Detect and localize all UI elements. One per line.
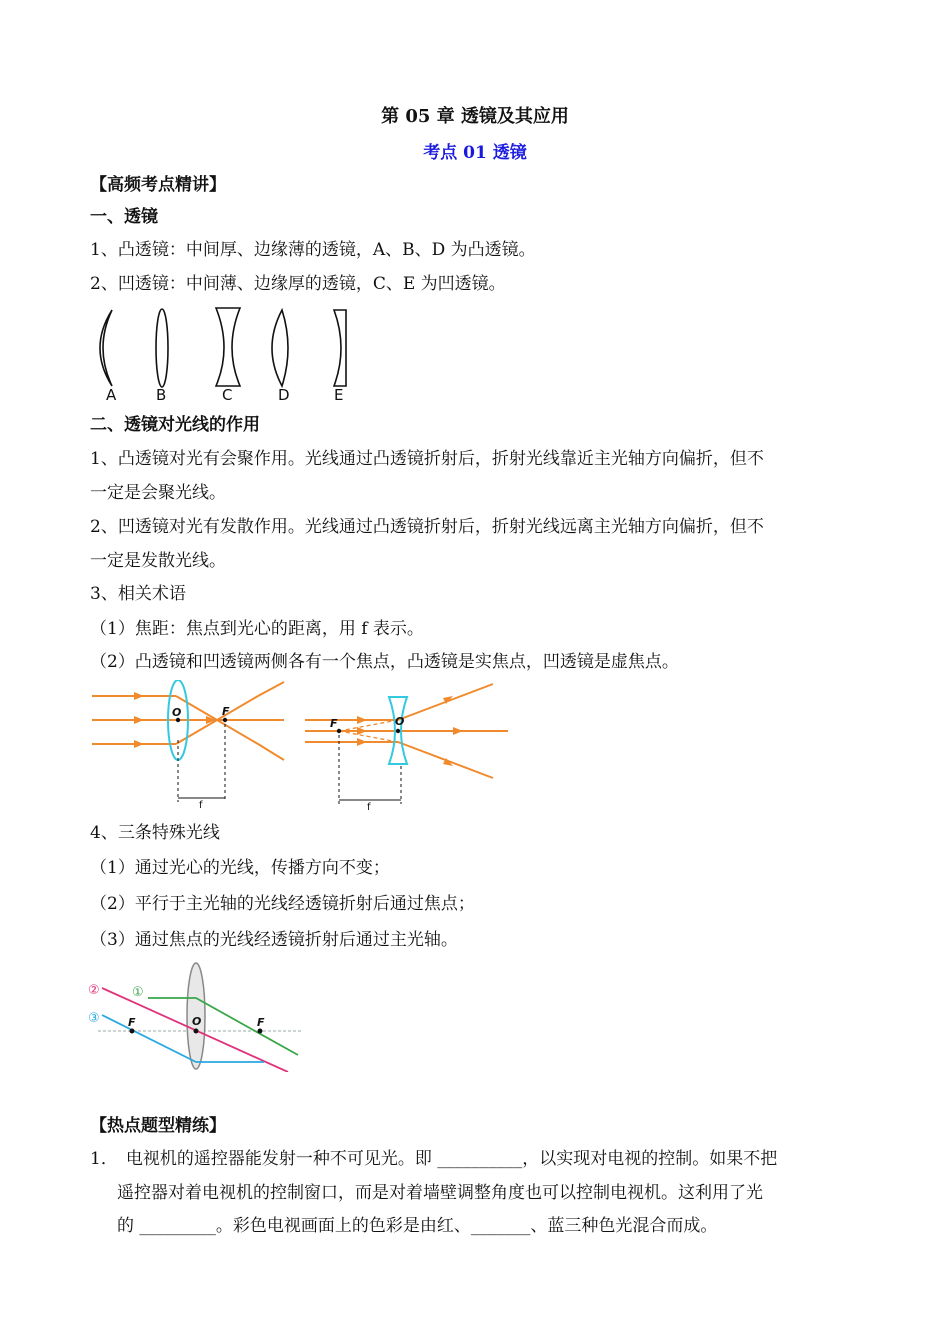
lens-label-b: B — [156, 386, 167, 404]
section-lecture-heading: 【高频考点精讲】 — [90, 175, 226, 195]
ray-3-marker: ③ — [88, 1011, 100, 1026]
question-number: 1． — [90, 1149, 118, 1169]
part3-rule3: （3）通过焦点的光线经透镜折射后通过主光轴。 — [90, 930, 458, 950]
lens-label-a: A — [106, 386, 117, 404]
section-practice-heading: 【热点题型精练】 — [90, 1116, 226, 1136]
part2-p2a: 2、凹透镜对光有发散作用。光线通过凸透镜折射后，折射光线远离主光轴方向偏折，但不 — [90, 517, 764, 537]
part1-line1: 1、凸透镜：中间厚、边缘薄的透镜，A、B、D 为凸透镜。 — [90, 240, 536, 260]
part2-p1a: 1、凸透镜对光有会聚作用。光线通过凸透镜折射后，折射光线靠近主光轴方向偏折，但不 — [90, 449, 764, 469]
blank-2: _________ — [139, 1216, 216, 1236]
lens-b-shape — [156, 309, 168, 387]
question-text-c: 的 — [117, 1216, 140, 1236]
part3-heading: 4、三条特殊光线 — [90, 823, 220, 843]
lens-label-c: C — [222, 386, 233, 404]
part2-p1b: 一定是会聚光线。 — [90, 483, 226, 503]
page-subtitle: 考点 01 透镜 — [423, 143, 527, 163]
concave-lens-focus-figure — [303, 680, 508, 812]
lens-d-shape — [272, 310, 288, 386]
part1-heading: 一、透镜 — [90, 207, 158, 227]
concave-label-o: O — [395, 715, 405, 728]
blank-1: __________ — [437, 1149, 523, 1169]
question-text-d: 。彩色电视画面上的色彩是由红、 — [215, 1216, 471, 1236]
ray-1-marker: ① — [132, 985, 144, 1000]
part2-p3: 3、相关术语 — [90, 584, 186, 604]
ray-2-marker: ② — [88, 983, 100, 998]
lens-c-shape — [216, 308, 240, 386]
part2-heading: 二、透镜对光线的作用 — [90, 415, 260, 435]
rays-label-f-left: F — [128, 1016, 136, 1029]
question-1-line3 — [117, 1215, 717, 1237]
convex-label-focal: f — [199, 800, 203, 810]
rays-label-f-right: F — [257, 1016, 265, 1029]
lens-e-shape — [334, 310, 346, 386]
convex-label-f-point: F — [222, 705, 230, 718]
part3-rule1: （1）通过光心的光线，传播方向不变； — [90, 858, 390, 878]
question-1-line1 — [90, 1148, 777, 1170]
concave-label-focal: f — [367, 802, 371, 812]
lens-shapes-figure — [90, 302, 370, 404]
blank-3: _______ — [470, 1216, 531, 1236]
lens-label-e: E — [334, 386, 344, 404]
part2-p3-2: （2）凸透镜和凹透镜两侧各有一个焦点，凸透镜是实焦点，凹透镜是虚焦点。 — [90, 652, 679, 672]
question-1-line2: 遥控器对着电视机的控制窗口，而是对着墙壁调整角度也可以控制电视机。这利用了光 — [117, 1183, 763, 1203]
part2-p3-1: （1）焦距：焦点到光心的距离，用 f 表示。 — [90, 619, 424, 639]
lens-a-shape — [100, 310, 112, 386]
part1-line2: 2、凹透镜：中间薄、边缘厚的透镜，C、E 为凹透镜。 — [90, 274, 506, 294]
page-title: 第 05 章 透镜及其应用 — [381, 106, 569, 127]
part2-p2b: 一定是发散光线。 — [90, 551, 226, 571]
convex-label-o: O — [172, 706, 182, 719]
lens-label-d: D — [278, 386, 290, 404]
convex-lens-focus-figure — [88, 680, 288, 810]
question-text-e: 、蓝三种色光混合而成。 — [530, 1216, 718, 1236]
part3-rule2: （2）平行于主光轴的光线经透镜折射后通过焦点； — [90, 894, 475, 914]
special-rays-figure — [86, 960, 306, 1072]
rays-label-o: O — [192, 1015, 202, 1028]
ray-1-line — [148, 998, 298, 1055]
question-text-b: ，以实现对电视的控制。如果不把 — [522, 1149, 778, 1169]
concave-label-f-point: F — [330, 717, 338, 730]
question-text-a: 电视机的遥控器能发射一种不可见光。即 — [125, 1149, 438, 1169]
